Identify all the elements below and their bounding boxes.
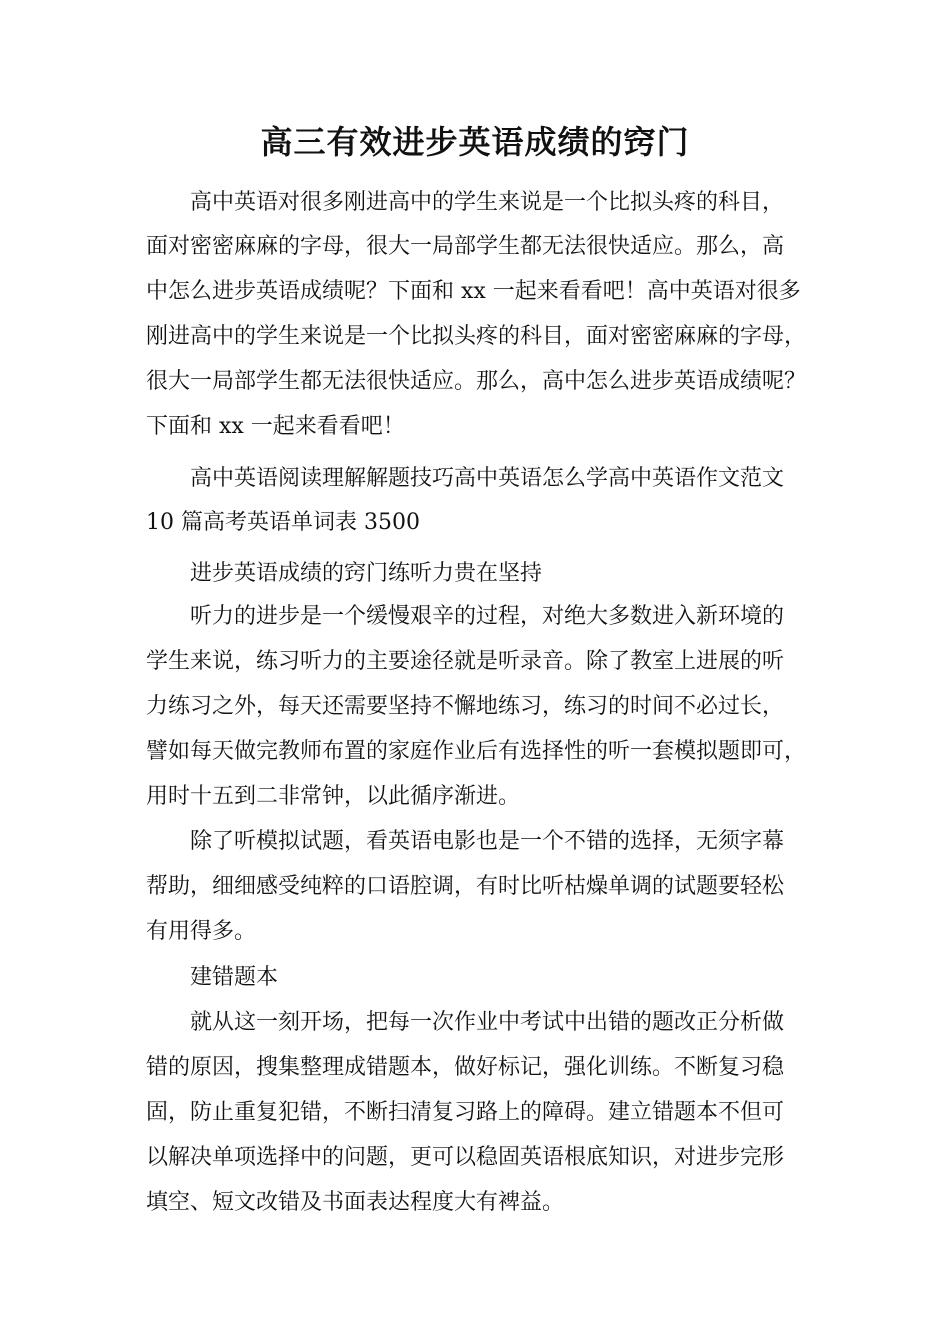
paragraph-line: 学生来说，练习听力的主要途径就是听录音。除了教室上进展的听 <box>146 649 785 674</box>
paragraph-line: 有用得多。 <box>146 919 257 944</box>
paragraph-line: 进步英语成绩的窍门练听力贵在坚持 <box>190 561 543 586</box>
paragraph-line: 帮助，细细感受纯粹的口语腔调，有时比听枯燥单调的试题要轻松 <box>146 874 785 899</box>
paragraph-line: 面对密密麻麻的字母，很大一局部学生都无法很快适应。那么，高 <box>146 234 785 259</box>
paragraph-line: 高中英语阅读理解解题技巧高中英语怎么学高中英语作文范文 <box>190 466 785 491</box>
paragraph-line: 填空、短文改错及书面表达程度大有裨益。 <box>146 1190 565 1215</box>
paragraph-line: 听力的进步是一个缓慢艰辛的过程，对绝大多数进入新环境的 <box>190 604 785 629</box>
paragraph-line: 除了听模拟试题，看英语电影也是一个不错的选择，无须字幕 <box>190 829 785 854</box>
paragraph-line: 错的原因，搜集整理成错题本，做好标记，强化训练。不断复习稳 <box>146 1055 785 1080</box>
paragraph-line: 10 篇高考英语单词表 3500 <box>146 510 420 535</box>
paragraph-line: 很大一局部学生都无法很快适应。那么，高中怎么进步英语成绩呢？ <box>146 369 807 394</box>
paragraph-line: 建错题本 <box>190 965 279 990</box>
document-title: 高三有效进步英语成绩的窍门 <box>260 123 690 161</box>
paragraph-line: 中怎么进步英语成绩呢？下面和 xx 一起来看看吧！高中英语对很多 <box>146 279 801 304</box>
paragraph-line: 下面和 xx 一起来看看吧！ <box>146 414 405 439</box>
paragraph-line: 刚进高中的学生来说是一个比拟头疼的科目，面对密密麻麻的字母， <box>146 324 807 349</box>
paragraph-line: 就从这一刻开场，把每一次作业中考试中出错的题改正分析做 <box>190 1010 785 1035</box>
paragraph-line: 以解决单项选择中的问题，更可以稳固英语根底知识，对进步完形 <box>146 1145 785 1170</box>
paragraph-line: 譬如每天做完教师布置的家庭作业后有选择性的听一套模拟题即可， <box>146 739 807 764</box>
paragraph-line: 固，防止重复犯错，不断扫清复习路上的障碍。建立错题本不但可 <box>146 1100 785 1125</box>
paragraph-line: 用时十五到二非常钟，以此循序渐进。 <box>146 784 521 809</box>
paragraph-line: 高中英语对很多刚进高中的学生来说是一个比拟头疼的科目， <box>190 190 785 215</box>
paragraph-line: 力练习之外，每天还需要坚持不懈地练习，练习的时间不必过长， <box>146 694 785 719</box>
